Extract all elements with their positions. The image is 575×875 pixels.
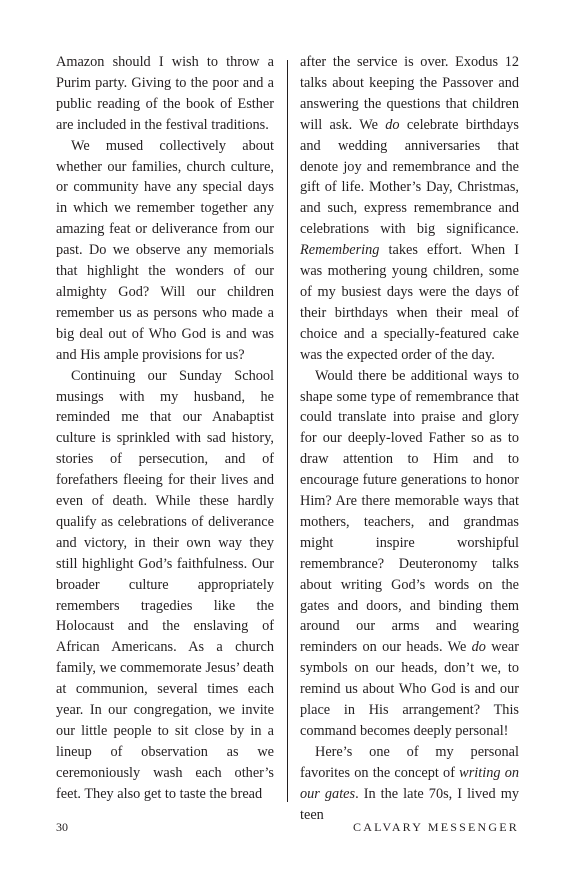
text-span: after the service is over. Exodus 12 talks about keeping the Passover and answering the questions that children will ask. We — [300, 54, 519, 133]
publication-title: CALVARY MESSENGER — [353, 820, 519, 834]
text-span: . In the late 70s, I lived my teen — [300, 785, 519, 823]
emphasis-remembering: Remembering — [300, 242, 380, 259]
emphasis-do: do — [385, 116, 400, 133]
left-paragraph-2: We mused collectively about whether our families, church culture, or community have any special days in which we remember together any amazing feat or deliverance from our past. Do we observe any memorials that highlight the wonders of our almighty God? Will our children remember us as persons who made a big deal out of Who God is and was and His ample provisions for us? — [56, 137, 274, 363]
text-span: Would there be additional ways to shape some type of remembrance that could translate into praise and glory for our deeply-loved Father so as to draw attention to Him and to encourage future generations to honor Him? Are there memorable ways that mothers, teachers, and grandmas might inspire worshipful remembrance? Deuteronomy talks about writing God’s words on the gates and doors, and binding them around our arms and wearing reminders on our heads. We — [300, 367, 519, 656]
left-column — [56, 52, 274, 805]
emphasis-do: do — [471, 639, 486, 656]
right-paragraph-2 — [300, 366, 519, 742]
text-span: Here’s one of my personal favorites on the concept of — [300, 743, 519, 781]
text-span: takes effort. When I was mothering young children, some of my busiest days were the days of their birthdays when their meal of choice and a specially-featured cake was the expected order of the day. — [300, 242, 519, 363]
left-paragraph-1: Amazon should I wish to throw a Purim party. Giving to the poor and a public reading of the book of Esther are included in the festival traditions. — [56, 54, 274, 133]
emphasis-writing-on-our-gates: writing on our gates — [300, 764, 519, 802]
text-span: celebrate birthdays and wedding anniversaries that denote joy and remembrance and the gift of life. Mother’s Day, Christmas, and such, express remembrance and celebrations with big significance. — [300, 116, 519, 238]
left-paragraph-3: Continuing our Sunday School musings with my husband, he reminded me that our Anabaptist culture is sprinkled with sad history, stories of persecution, and of forefathers fleeing for their lives and even of death. While these hardly qualify as celebrations of deliverance and victory, in their own way they still highlight God’s faithfulness. Our broader culture appropriately remembers tragedies like the Holocaust and the enslaving of African Americans. As a church family, we commemorate Jesus’ death at communion, several times each year. In our congregation, we invite our little people to sit close by in a lineup of observation as we ceremoniously wash each other’s feet. They also get to taste the bread — [56, 367, 274, 802]
right-paragraph-3 — [300, 742, 519, 826]
page-number: 30 — [56, 820, 68, 834]
right-column — [300, 52, 519, 826]
column-divider — [287, 60, 288, 802]
text-span: wear symbols on our heads, don’t we, to remind us about Who God is and our place in His arrangement? This command becomes deeply personal! — [300, 639, 519, 739]
right-paragraph-1 — [300, 52, 519, 366]
